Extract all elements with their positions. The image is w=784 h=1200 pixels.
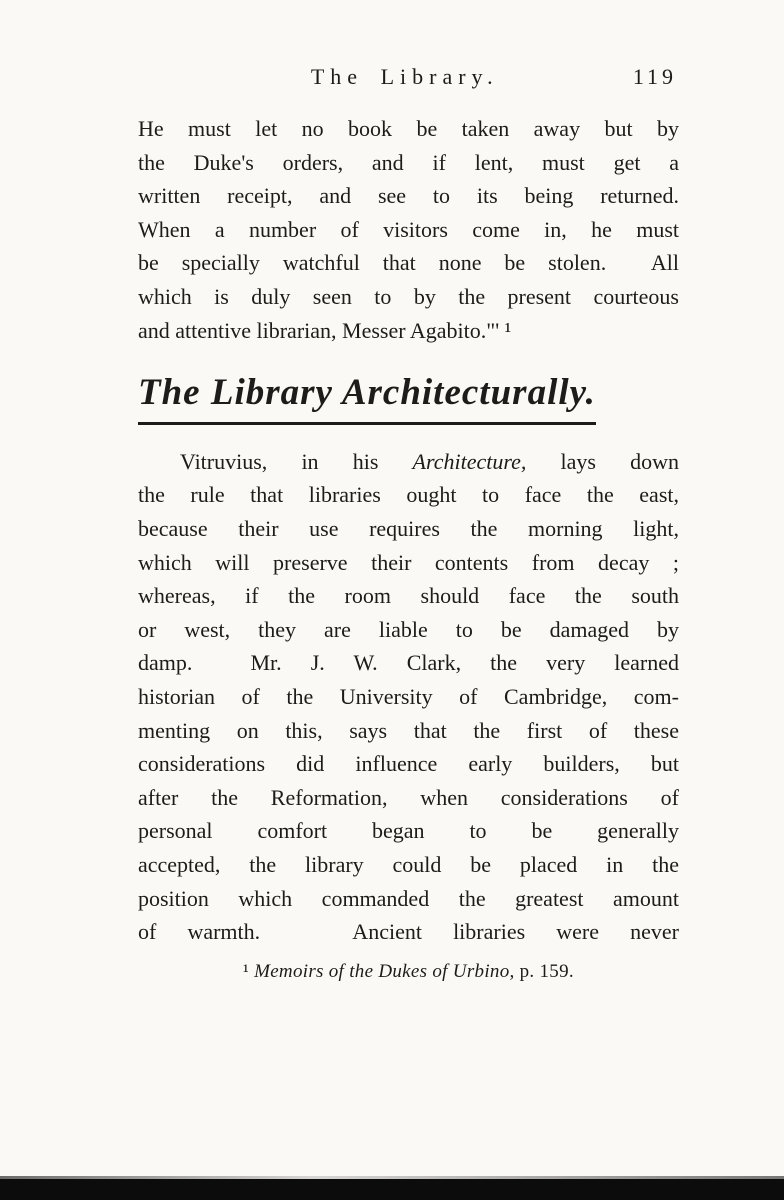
text-line: after the Reformation, when considerations of [138,784,679,810]
text-line: which is duly seen to by the present courteous [138,283,679,309]
text-line: and attentive librarian, Messer Agabito."' ¹ [138,317,512,343]
running-header [138,64,679,106]
scan-edge-artifact [0,1179,784,1200]
section-heading: The Library Architecturally. [138,373,596,425]
text-line: because their use requires the morning light, [138,516,679,542]
text-line: whereas, if the room should face the south [138,583,679,609]
text-line: the Duke's orders, and if lent, must get a [138,149,679,175]
page-number: 119 [632,64,677,89]
paragraph-body [138,445,679,949]
text-line: which will preserve their contents from decay ; [138,549,679,575]
text-line: or west, they are liable to be damaged by [138,616,679,642]
text-column [138,64,679,983]
footnote: ¹ Memoirs of the Dukes of Urbino, p. 159. [243,960,574,982]
text-line: the rule that libraries ought to face the east, [138,482,679,508]
text-line: When a number of visitors come in, he must [138,216,679,242]
text-line: damp. Mr. J. W. Clark, the very learned [138,650,679,676]
text-line: accepted, the library could be placed in the [138,851,679,877]
text-line: of warmth. Ancient libraries were never [138,919,679,945]
text-line: He must let no book be taken away but by [138,116,679,141]
running-header-title: The Library. [310,64,499,89]
text-line: personal comfort began to be generally [138,818,679,844]
text-line: position which commanded the greatest amount [138,885,679,911]
text-line: be specially watchful that none be stolen. All [138,250,679,276]
text-line: historian of the University of Cambridge, com- [138,684,679,709]
text-line: menting on this, says that the first of these [138,717,679,743]
text-line: Vitruvius, in his Architecture, lays down [180,448,680,474]
paragraph-quote [138,112,679,347]
text-line: written receipt, and see to its being returned. [138,183,679,209]
text-line: considerations did influence early builders, but [138,751,679,777]
